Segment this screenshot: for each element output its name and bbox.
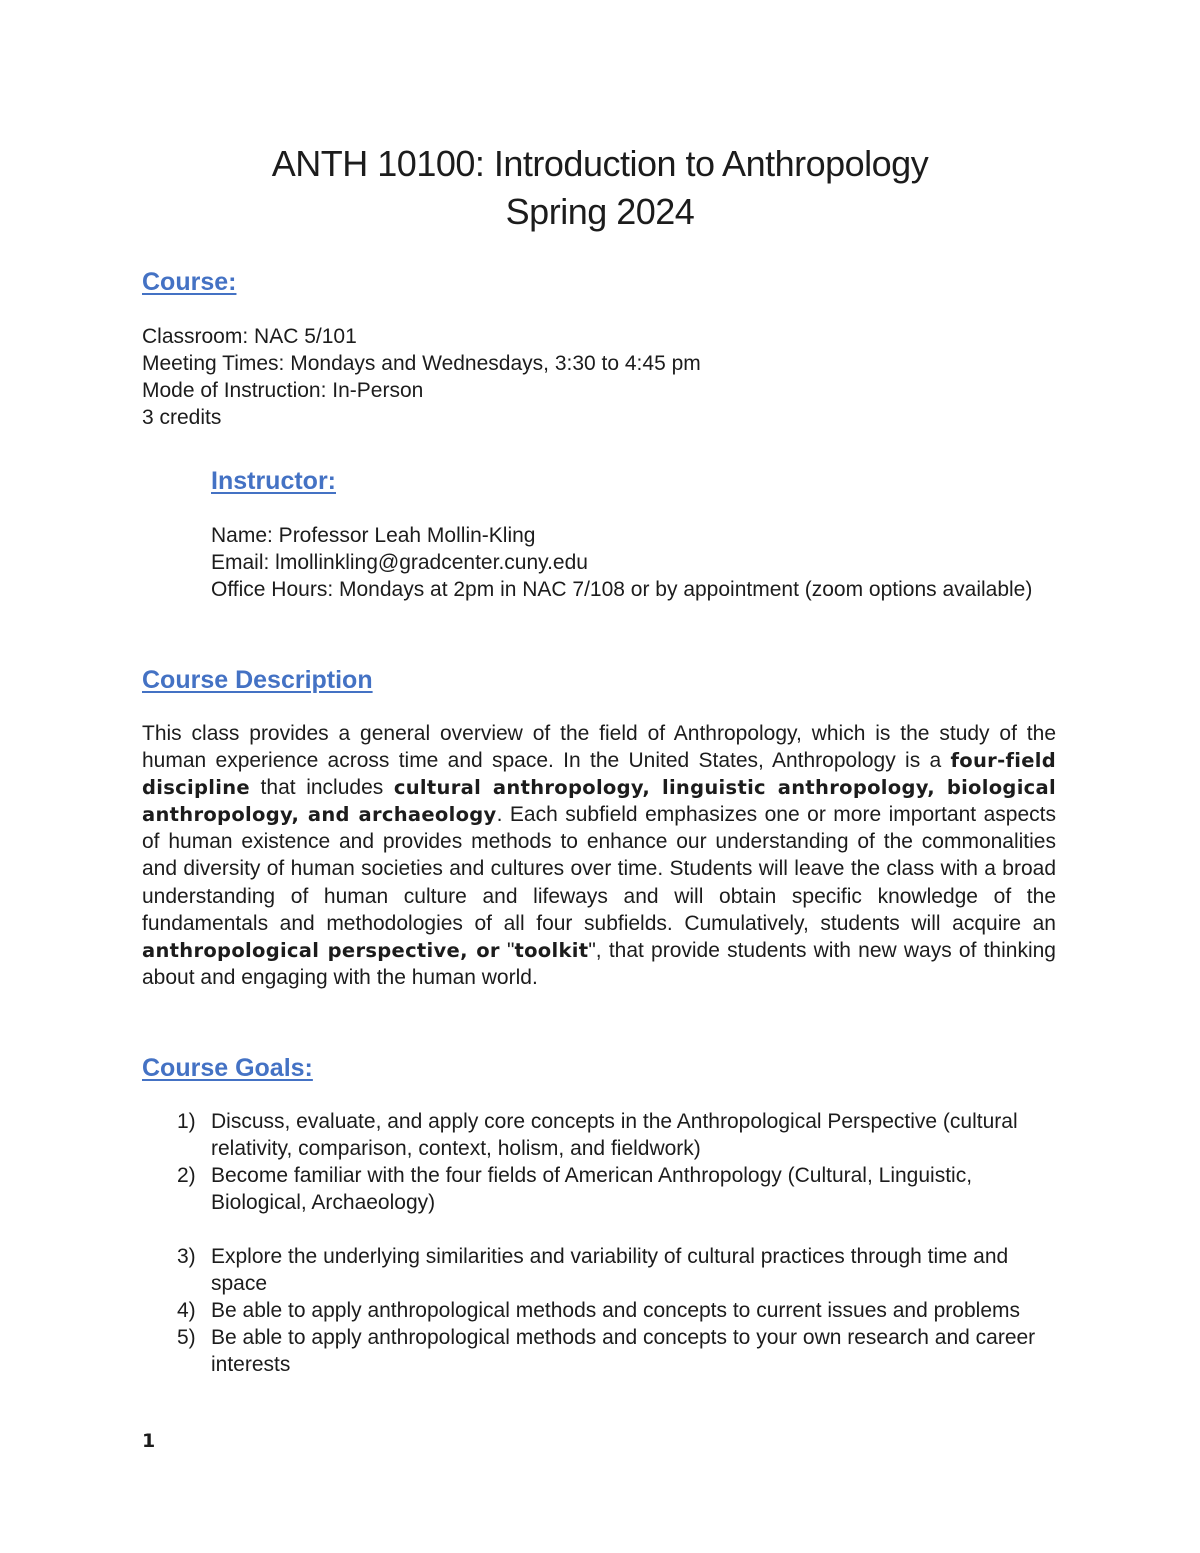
goal-number: 4): [177, 1299, 196, 1322]
goal-text: Be able to apply anthropological methods and concepts to current issues and problems: [211, 1299, 1020, 1322]
goal-item: [142, 1324, 1056, 1378]
classroom-line: Classroom: NAC 5/101: [142, 325, 357, 348]
course-details: [142, 323, 701, 431]
goal-item: [142, 1108, 1056, 1162]
goal-number: 2): [177, 1164, 196, 1187]
course-heading: Course:: [142, 268, 237, 296]
meeting-times-line: Meeting Times: Mondays and Wednesdays, 3:30 to 4:45 pm: [142, 352, 701, 375]
instructor-email-line: Email: lmollinkling@gradcenter.cuny.edu: [211, 551, 588, 574]
instructor-details: [211, 522, 588, 576]
course-title: ANTH 10100: Introduction to Anthropology: [271, 143, 929, 184]
goal-number: 3): [177, 1245, 196, 1268]
course-goals-list: [142, 1108, 1056, 1378]
goal-text: Discuss, evaluate, and apply core concepts in the Anthropological Perspective (cultural relativity, comparison, context, holism, and fieldwork): [211, 1110, 1018, 1160]
credits-line: 3 credits: [142, 406, 222, 429]
description-text-5: ", that provide students with new ways of thinking about and engaging with the human world.: [142, 938, 1056, 989]
goal-text: Explore the underlying similarities and variability of cultural practices through time and space: [211, 1245, 1009, 1295]
course-description-paragraph: [142, 720, 1056, 991]
goal-item: [142, 1162, 1056, 1216]
office-hours-line: Office Hours: Mondays at 2pm in NAC 7/108 or by appointment (zoom options available): [211, 578, 1033, 601]
description-bold-2: cultural anthropology, linguistic anthropology, biological anthropology, and archaeology: [142, 776, 1056, 827]
goal-number: 5): [177, 1326, 196, 1349]
goal-item: [142, 1297, 1056, 1324]
description-text-1: This class provides a general overview of the field of Anthropology, which is the study of the human experience across time and space. In the United States, Anthropology is a: [142, 722, 1056, 773]
course-goals-heading: Course Goals:: [142, 1054, 313, 1082]
description-text-2: that includes: [249, 776, 394, 800]
goal-number: 1): [177, 1110, 196, 1133]
description-bold-3: anthropological perspective, or: [142, 938, 500, 962]
description-bold-1: four-field discipline: [142, 749, 1056, 800]
instructor-heading: Instructor:: [211, 467, 336, 495]
instructor-name-line: Name: Professor Leah Mollin-Kling: [211, 524, 536, 547]
description-text-3: . Each subfield emphasizes one or more important aspects of human existence and provides methods to enhance our understanding of the commonalities and diversity of human societies and cultures over time. Students will leave the class with a broad understanding of human culture and lifeways and will obtain specific knowledge of the fundamentals and methodologies of all four subfields. Cumulatively, students will acquire an: [142, 803, 1056, 935]
course-description-heading: Course Description: [142, 666, 373, 694]
description-bold-4: toolkit: [514, 938, 589, 962]
mode-line: Mode of Instruction: In-Person: [142, 379, 424, 402]
goal-text: Be able to apply anthropological methods and concepts to your own research and career interests: [211, 1326, 1036, 1376]
page-number: 1: [142, 1430, 156, 1452]
description-text-4: ": [499, 938, 515, 962]
goal-item: [142, 1243, 1056, 1297]
document-title: [0, 140, 1200, 236]
goal-text: Become familiar with the four fields of American Anthropology (Cultural, Linguistic, Biological, Archaeology): [211, 1164, 973, 1214]
term-title: Spring 2024: [505, 191, 695, 232]
